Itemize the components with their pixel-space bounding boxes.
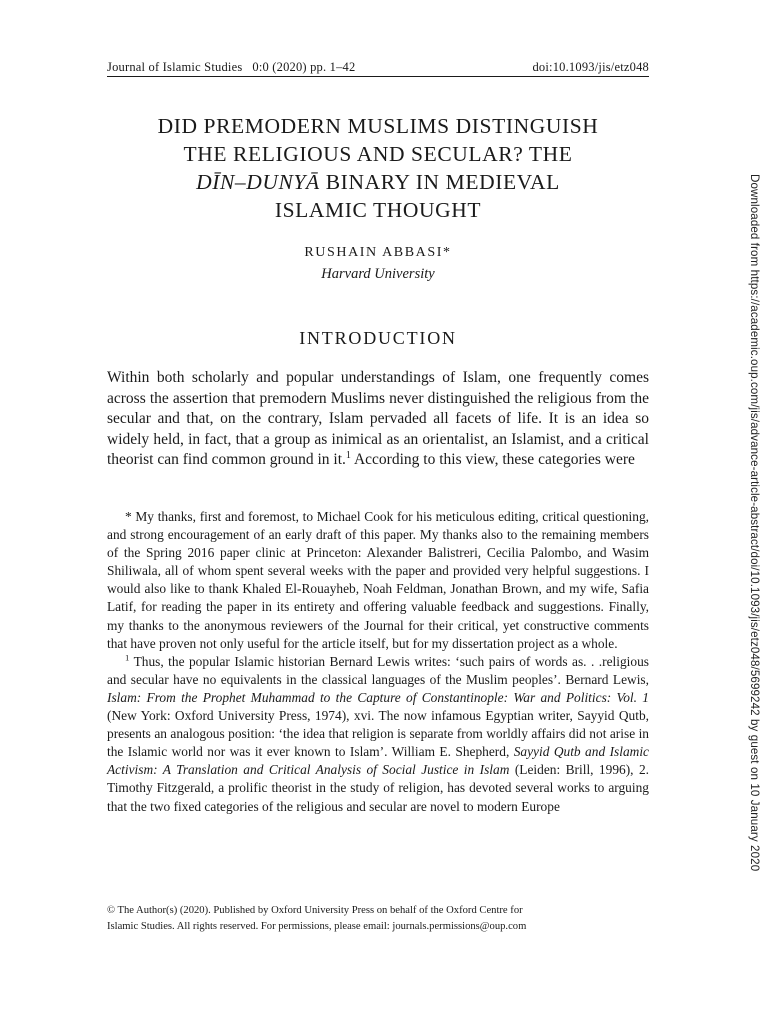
footnote-star <box>107 508 649 653</box>
header-rule <box>107 76 649 77</box>
footnote-1-marker: 1 <box>125 652 130 663</box>
footnotes <box>107 508 649 816</box>
title-italic-term: DĪN–DUNYĀ <box>196 170 320 194</box>
body-text-main: Within both scholarly and popular understandings of Islam, one frequently comes across the assertion that premodern Muslims never distinguished the religious from the secular and that, on the contrary, Islam pervaded all facets of life. It is an idea so widely held, in fact, that a group as inimical as an orientalist, an Islamist, and a critical theorist can find common ground in it. <box>107 369 649 469</box>
footnote-1-text-a: Thus, the popular Islamic historian Bernard Lewis writes: ‘such pairs of words as. . .religious and secular have no equivalents in the classical languages of the Muslim peoples’. Bernard Lewis, <box>107 653 649 687</box>
body-text-continuation: According to this view, these categories were <box>350 451 635 469</box>
footnote-1-text-c: (New York: Oxford University Press, 1974), xvi. The now infamous Egyptian writer, Sayyid Qutb, presents an analogous position: ‘the idea that religion is separate from worldly affairs did not arise in the Islamic world nor was it ever known to Islam’. William E. Shepherd, <box>107 708 649 760</box>
copyright-line-1: © The Author(s) (2020). Published by Oxford University Press on behalf of the Oxford Centre for <box>107 905 523 916</box>
author-name: RUSHAIN ABBASI* <box>304 245 452 260</box>
author-affiliation: Harvard University <box>321 266 435 282</box>
title-line-2: THE RELIGIOUS AND SECULAR? THE <box>183 142 573 166</box>
copyright-notice <box>107 903 649 935</box>
title-line-3 <box>107 168 649 196</box>
download-watermark: Downloaded from https://academic.oup.com/jis/advance-article-abstract/doi/10.1093/jis/etz048/5699242 by guest on 10 January 2020 <box>748 174 761 872</box>
footnote-1 <box>107 653 649 816</box>
footnote-star-marker: * <box>125 509 132 524</box>
title-line-4: ISLAMIC THOUGHT <box>274 198 482 222</box>
title-line-1: DID PREMODERN MUSLIMS DISTINGUISH <box>157 114 599 138</box>
copyright-line-2: Islamic Studies. All rights reserved. For permissions, please email: journals.permissions@oup.com <box>107 921 527 932</box>
title-line-3-rest: BINARY IN MEDIEVAL <box>319 170 560 194</box>
journal-citation: Journal of Islamic Studies 0:0 (2020) pp. 1–42 <box>107 60 356 74</box>
section-heading: INTRODUCTION <box>299 328 457 348</box>
doi-link[interactable]: doi:10.1093/jis/etz048 <box>532 60 649 74</box>
footnote-1-book-title-2: Sayyid Qutb and Islamic Activism: A Translation and Critical Analysis of Social Justice in Islam <box>107 744 649 778</box>
footnote-1-text-e: (Leiden: Brill, 1996), 2. Timothy Fitzgerald, a prolific theorist in the study of religion, has devoted several works to arguing that the two fixed categories of the religious and secular are novel to modern Europe <box>107 762 649 814</box>
body-paragraph <box>107 368 649 471</box>
running-head <box>107 60 649 77</box>
footnote-ref-1[interactable]: 1 <box>345 450 351 462</box>
article-title <box>107 112 649 224</box>
footnote-1-book-title-1: Islam: From the Prophet Muhammad to the Capture of Constantinople: War and Politics: Vol. 1 <box>107 689 649 705</box>
footnote-star-text: My thanks, first and foremost, to Michael Cook for his meticulous editing, critical questioning, and strong encouragement of an early draft of this paper. My thanks also to the remaining members of the Spring 2016 paper clinic at Princeton: Alexander Balistreri, Cecilia Palombo, and Wasim Shiliwala, all of whom spent several weeks with the paper and provided very helpful suggestions. I would also like to thank Khaled El-Rouayheb, Noah Feldman, Jonathan Brown, and my wife, Safia Latif, for reading the paper in its entirety and offering valuable feedback and suggestions. Finally, my thanks to the anonymous reviewers of the Journal for their critical, yet constructive comments that have proven not only useful for the article itself, but for my dissertation project as a whole. <box>107 509 649 651</box>
